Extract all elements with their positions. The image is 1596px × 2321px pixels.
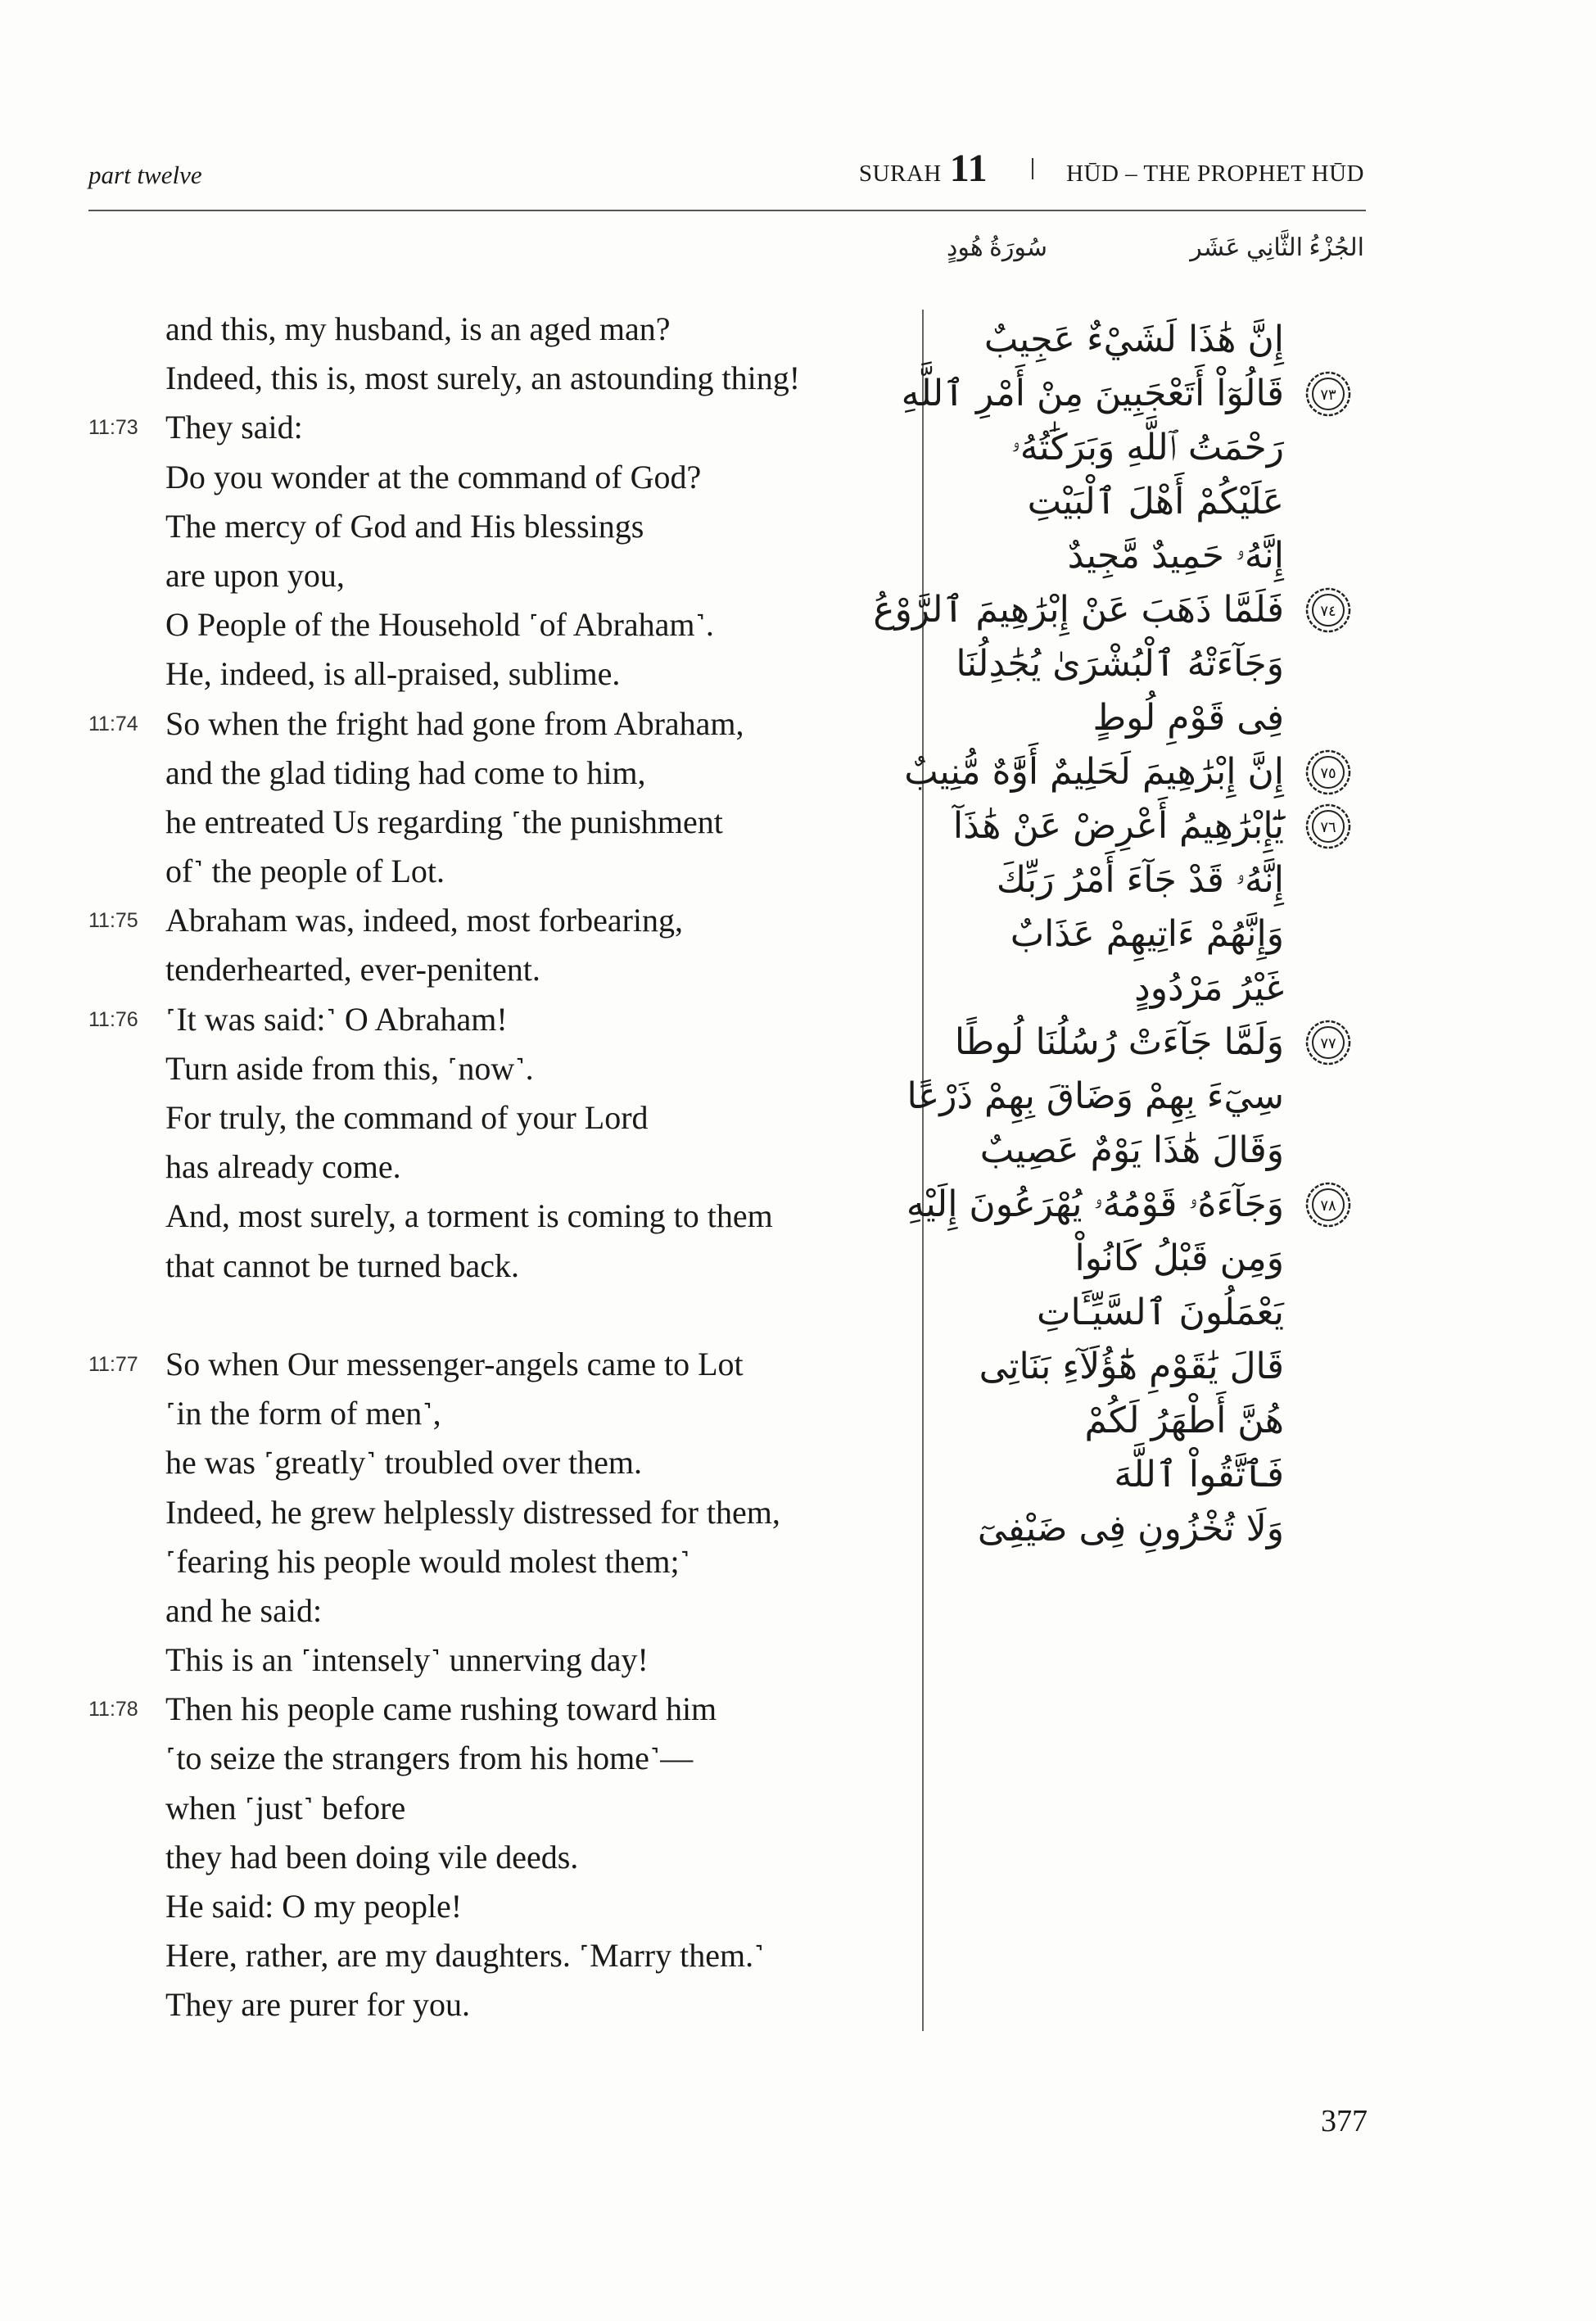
surah-title: HŪD – THE PROPHET HŪD [1066, 161, 1364, 187]
translation-line [88, 1192, 907, 1241]
arabic-line: وَجَآءَهُۥ قَوْمُهُۥ يُهْرَعُونَ إِلَيْهِ [906, 1183, 1284, 1225]
translation-text: Turn aside from this, ˹now˺. [165, 1049, 534, 1087]
translation-text: ˹to seize the strangers from his home˺— [165, 1740, 694, 1777]
translation-text: Then his people came rushing toward him [165, 1690, 717, 1728]
ayah-number-marker [1304, 1018, 1353, 1067]
translation-text: They are purer for you. [165, 1986, 471, 2024]
translation-text: He said: O my people! [165, 1888, 463, 1925]
translation-line [88, 798, 907, 847]
arabic-part-label: الجُزْءُ الثَّانِي عَشَر [1190, 234, 1364, 261]
translation-text: are upon you, [165, 556, 345, 594]
translation-line [88, 502, 907, 551]
arabic-line: يَٰٓإِبْرَٰهِيمُ أَعْرِضْ عَنْ هَٰذَآ [952, 805, 1284, 847]
translation-line [88, 403, 907, 452]
translation-line [88, 1044, 907, 1093]
translation-line [88, 600, 907, 649]
ayah-number-marker [1304, 802, 1353, 851]
translation-line [88, 1882, 907, 1931]
translation-text: Abraham was, indeed, most forbearing, [165, 902, 684, 939]
translation-text: Do you wonder at the command of God? [165, 458, 702, 495]
arabic-line: وَلَا تُخْزُونِ فِى ضَيْفِىٓ [977, 1508, 1284, 1550]
verse-number: 11:75 [88, 909, 138, 933]
translation-text: has already come. [165, 1148, 401, 1186]
verse-number: 11:76 [88, 1007, 138, 1031]
running-header-surah [859, 146, 1364, 191]
ayah-rosette-icon [1304, 586, 1353, 635]
translation-line [88, 995, 907, 1044]
translation-line [88, 1931, 907, 1980]
arabic-text-column [873, 313, 1284, 1556]
translation-text: they had been doing vile deeds. [165, 1838, 579, 1875]
ayah-number: ٧٤ [1320, 603, 1336, 620]
ayah-number-marker [1304, 1180, 1353, 1229]
arabic-line: إِنَّ إِبْرَٰهِيمَ لَحَلِيمٌ أَوَّٰهٌ مُّنِيبٌ [904, 751, 1284, 793]
translation-line [88, 1537, 907, 1586]
translation-line [88, 1291, 907, 1340]
arabic-line: فِى قَوْمِ لُوطٍ [1092, 697, 1284, 739]
header-separator [1032, 158, 1033, 179]
translation-line [88, 1438, 907, 1487]
translation-line [88, 896, 907, 945]
translation-text: Indeed, this is, most surely, an astounding thing! [165, 360, 801, 397]
header-rule [88, 210, 1366, 211]
translation-line [88, 1389, 907, 1438]
ayah-number-marker [1304, 748, 1353, 797]
translation-line [88, 354, 907, 403]
translation-line [88, 1685, 907, 1734]
arabic-line: فَٱتَّقُواْ ٱللَّهَ [1114, 1454, 1284, 1495]
translation-text: Indeed, he grew helplessly distressed for them, [165, 1493, 780, 1531]
translation-text: He, indeed, is all-praised, sublime. [165, 655, 621, 693]
arabic-running-header [947, 233, 1364, 262]
arabic-line: وَلَمَّا جَآءَتْ رُسُلُنَا لُوطًا [954, 1021, 1284, 1063]
ayah-number: ٧٣ [1320, 387, 1336, 404]
translation-text: ˹fearing his people would molest them;˺ [165, 1542, 690, 1580]
page-number: 377 [1321, 2104, 1368, 2138]
verse-number: 11:77 [88, 1352, 138, 1376]
arabic-line: قَالَ يَٰقَوْمِ هَٰٓؤُلَآءِ بَنَاتِى [979, 1346, 1284, 1387]
translation-text: when ˹just˺ before [165, 1789, 406, 1826]
ayah-number: ٧٦ [1320, 819, 1336, 836]
translation-line [88, 847, 907, 896]
english-translation-column [88, 305, 907, 2030]
translation-text: Here, rather, are my daughters. ˹Marry them.˺ [165, 1937, 765, 1975]
arabic-line: إِنَّهُۥ حَمِيدٌ مَّجِيدٌ [1067, 535, 1284, 577]
arabic-line: رَحْمَتُ ٱللَّهِ وَبَرَكَٰتُهُۥ [1010, 427, 1284, 468]
translation-text: O People of the Household ˹of Abraham˺. [165, 606, 714, 644]
arabic-line: إِنَّ هَٰذَا لَشَيْءٌ عَجِيبٌ [983, 319, 1284, 360]
ayah-rosette-icon [1304, 369, 1353, 419]
ayah-rosette-icon [1304, 1018, 1353, 1067]
translation-line [88, 1242, 907, 1291]
translation-line [88, 453, 907, 502]
translation-text: and he said: [165, 1591, 323, 1629]
arabic-line: وَمِن قَبْلُ كَانُواْ [1074, 1237, 1284, 1279]
translation-line [88, 1093, 907, 1142]
arabic-line: وَقَالَ هَٰذَا يَوْمٌ عَصِيبٌ [979, 1129, 1284, 1171]
translation-line [88, 1734, 907, 1783]
translation-line [88, 1142, 907, 1192]
translation-text: of˺ the people of Lot. [165, 853, 445, 890]
translation-line [88, 945, 907, 994]
arabic-line: غَيْرُ مَرْدُودٍ [1134, 967, 1284, 1009]
translation-text: This is an ˹intensely˺ unnerving day! [165, 1641, 649, 1679]
verse-number: 11:74 [88, 712, 138, 735]
translation-line [88, 1833, 907, 1882]
arabic-line: وَإِنَّهُمْ ءَاتِيهِمْ عَذَابٌ [1010, 913, 1284, 955]
ayah-number-marker [1304, 369, 1353, 419]
arabic-surah-label: سُورَةُ هُودٍ [947, 234, 1048, 261]
translation-text: The mercy of God and His blessings [165, 507, 644, 545]
translation-text: tenderhearted, ever-penitent. [165, 951, 540, 989]
translation-line [88, 1980, 907, 2029]
column-divider [922, 310, 924, 2031]
ayah-number: ٧٥ [1320, 765, 1336, 782]
ayah-number: ٧٨ [1320, 1197, 1336, 1215]
arabic-line: وَجَآءَتْهُ ٱلْبُشْرَىٰ يُجَٰدِلُنَا [956, 643, 1284, 685]
verse-number: 11:73 [88, 416, 138, 440]
ayah-number: ٧٧ [1320, 1035, 1336, 1052]
translation-line [88, 749, 907, 798]
surah-label: SURAH [858, 161, 942, 187]
ayah-number-marker [1304, 586, 1353, 635]
arabic-line: قَالُوٓاْ أَتَعْجَبِينَ مِنْ أَمْرِ ٱللَّهِ [901, 373, 1284, 414]
translation-text: he was ˹greatly˺ troubled over them. [165, 1444, 643, 1482]
surah-number: 11 [949, 147, 988, 190]
arabic-line: هُنَّ أَطْهَرُ لَكُمْ [1084, 1400, 1284, 1441]
translation-text: he entreated Us regarding ˹the punishment [165, 803, 723, 840]
translation-line [88, 699, 907, 749]
translation-text: So when Our messenger-angels came to Lot [165, 1345, 744, 1382]
running-header-part: part twelve [88, 161, 202, 189]
translation-line [88, 1488, 907, 1537]
translation-text: ˹in the form of men˺, [165, 1395, 441, 1432]
translation-text: For truly, the command of your Lord [165, 1099, 649, 1136]
arabic-line: إِنَّهُۥ قَدْ جَآءَ أَمْرُ رَبِّكَ [996, 859, 1284, 901]
ayah-rosette-icon [1304, 1180, 1353, 1229]
arabic-line: عَلَيْكُمْ أَهْلَ ٱلْبَيْتِ [1027, 481, 1284, 523]
ayah-rosette-icon [1304, 802, 1353, 851]
translation-text: And, most surely, a torment is coming to them [165, 1197, 773, 1235]
translation-text: that cannot be turned back. [165, 1246, 520, 1284]
translation-text: They said: [165, 409, 303, 446]
translation-line [88, 305, 907, 354]
translation-line [88, 551, 907, 600]
translation-line [88, 1586, 907, 1636]
translation-line [88, 1784, 907, 1833]
arabic-line: فَلَمَّا ذَهَبَ عَنْ إِبْرَٰهِيمَ ٱلرَّوْعُ [873, 589, 1284, 631]
translation-text: and this, my husband, is an aged man? [165, 310, 671, 347]
translation-text: and the glad tiding had come to him, [165, 753, 646, 791]
ayah-rosette-icon [1304, 748, 1353, 797]
translation-text: So when the fright had gone from Abraham, [165, 704, 744, 742]
translation-line [88, 1340, 907, 1389]
arabic-line: يَعْمَلُونَ ٱلسَّيِّـَٔاتِ [1037, 1292, 1284, 1333]
arabic-line: سِيٓءَ بِهِمْ وَضَاقَ بِهِمْ ذَرْعًا [907, 1075, 1284, 1117]
verse-number: 11:78 [88, 1698, 138, 1722]
translation-line [88, 649, 907, 699]
translation-text: ˹It was said:˺ O Abraham! [165, 1000, 508, 1038]
translation-line [88, 1636, 907, 1685]
